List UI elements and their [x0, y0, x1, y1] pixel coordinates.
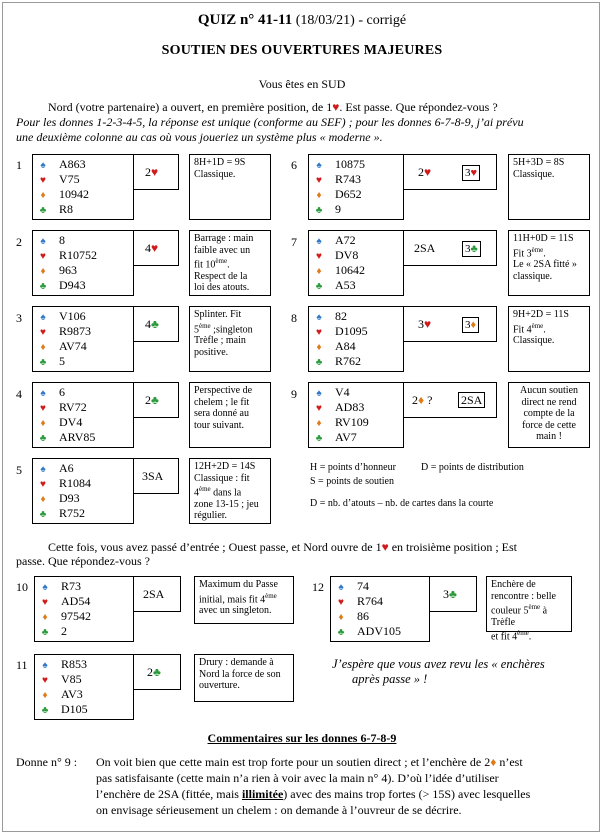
heart-icon: ♥ — [316, 327, 322, 338]
heart-icon: ♥ — [381, 540, 389, 554]
bid-answer: 4♥ — [145, 241, 159, 255]
spade-icon: ♠ — [40, 312, 46, 323]
club-icon: ♣ — [39, 357, 47, 368]
hand-box: ♠ 10875 ♥ R743 ♦ D652 ♣ 9 — [308, 154, 404, 220]
hand-box: ♠ R853 ♥ V85 ♦ AV3 ♣ D105 — [34, 654, 134, 720]
modern-bid: 2SA — [458, 392, 485, 408]
diamond-icon: ♦ — [338, 612, 344, 623]
commentary-line-3: l’enchère de 2SA (fittée, mais illimitée) avec des mains trop fortes (> 15S) avec lesquelles — [96, 787, 531, 801]
diamond-icon: ♦ — [316, 266, 322, 277]
spade-icon: ♠ — [316, 160, 322, 171]
hand-box: ♠ A72 ♥ DV8 ♦ 10642 ♣ A53 — [308, 230, 404, 296]
spade-icon: ♠ — [40, 388, 46, 399]
club-icon: ♣ — [39, 509, 47, 520]
club-icon: ♣ — [315, 281, 323, 292]
hand-box — [32, 154, 134, 220]
heart-icon: ♥ — [42, 597, 48, 608]
legend-d: D = points de distribution — [421, 462, 524, 473]
hand-box: ♠ 6 ♥ RV72 ♦ DV4 ♣ ARV85 — [32, 382, 134, 448]
heart-icon: ♥ — [424, 317, 432, 331]
commentary-line-1: On voit bien que cette main est trop forte pour un soutien direct ; et l’enchère de 2♦ n’est — [96, 755, 523, 769]
club-icon: ♣ — [153, 665, 161, 679]
spade-icon: ♠ — [40, 236, 46, 247]
club-icon: ♣ — [39, 281, 47, 292]
modern-bid: 3♥ — [462, 165, 480, 181]
heart-icon: ♥ — [40, 175, 46, 186]
commentary-title: Commentaires sur les donnes 6-7-8-9 — [207, 731, 397, 745]
bid-answer: 2♥ — [418, 165, 432, 179]
deal-number: 8 — [291, 311, 297, 325]
bid-answer: 3♣ — [443, 587, 457, 601]
commentary-line-4: on envisage sérieusement un chelem : on demande à l’ouvreur de se décrire. — [96, 803, 462, 817]
hand-box: ♠ A6 ♥ R1084 ♦ D93 ♣ R752 — [32, 458, 134, 524]
diamond-icon: ♦ — [316, 418, 322, 429]
diamond-icon: ♦ — [316, 190, 322, 201]
commentary-label: Donne n° 9 : — [16, 755, 78, 769]
hand-box: ♠ 8 ♥ R10752 ♦ 963 ♣ D943 — [32, 230, 134, 296]
bid-box — [133, 458, 179, 494]
bid-answer: 2SA — [143, 587, 165, 601]
bid-box — [403, 154, 497, 190]
club-icon: ♣ — [151, 317, 159, 331]
diamond-icon: ♦ — [42, 690, 48, 701]
diamond-icon: ♦ — [316, 342, 322, 353]
commentary-line-2: pas satisfaisante (cette main n’a rien à voir avec la main n° 4). D’où l’idée d’utiliser — [96, 771, 499, 785]
bid-box — [133, 576, 181, 612]
heart-icon: ♥ — [316, 403, 322, 414]
page-subtitle: SOUTIEN DES OUVERTURES MAJEURES — [161, 43, 443, 58]
hand-box: ♠ 82 ♥ D1095 ♦ A84 ♣ R762 — [308, 306, 404, 372]
heart-icon: ♥ — [424, 165, 432, 179]
club-icon: ♣ — [39, 205, 47, 216]
bid-answer: 4♣ — [145, 317, 159, 331]
intro-line-3: une deuxième colonne au cas où vous joueriez un système plus « moderne ». — [16, 130, 383, 144]
heart-icon: ♥ — [40, 251, 46, 262]
deal-number: 11 — [16, 658, 28, 672]
hand-box: ♠ V4 ♥ AD83 ♦ RV109 ♣ AV7 — [308, 382, 404, 448]
club-icon: ♣ — [151, 393, 159, 407]
comment-box: Maximum du Passe initial, mais fit 4ème avec un singleton. — [194, 576, 294, 624]
spade-icon: ♠ — [338, 582, 344, 593]
deal-number: 10 — [16, 580, 28, 594]
club-icon: ♣ — [315, 357, 323, 368]
comment-box: 9H+2D = 11S Fit 4ème. Classique. — [508, 306, 590, 372]
club-icon: ♣ — [470, 243, 478, 255]
bid-box — [403, 306, 497, 342]
diamond-icon: ♦ — [40, 494, 46, 505]
heart-icon: ♥ — [40, 327, 46, 338]
spade-icon: ♠ — [42, 582, 48, 593]
comment-box: 8H+1D = 9S Classique. — [189, 154, 271, 220]
heart-icon: ♥ — [151, 165, 159, 179]
heart-icon: ♥ — [338, 597, 344, 608]
modern-bid: 3♦ — [462, 317, 479, 333]
heart-icon: ♥ — [332, 100, 340, 114]
bid-box — [403, 382, 497, 418]
diamond-icon: ♦ — [418, 393, 425, 407]
club-icon: ♣ — [41, 705, 49, 716]
bid-answer: 3SA — [142, 469, 164, 483]
bid-box — [429, 576, 477, 612]
legend-h: H = points d’honneur — [310, 462, 396, 473]
hand-box: ♠ R73 ♥ AD54 ♦ 97542 ♣ 2 — [34, 576, 134, 642]
intro-line-1: Nord (votre partenaire) a ouvert, en première position, de 1♥. Est passe. Que répondez-vous ? — [48, 100, 498, 114]
bid-box — [133, 306, 179, 342]
deal-number: 6 — [291, 158, 297, 172]
diamond-cards: 10942 — [59, 187, 89, 201]
deal-number: 9 — [291, 387, 297, 401]
bid-box — [133, 230, 179, 266]
hand-box: ♠ 74 ♥ R764 ♦ 86 ♣ ADV105 — [330, 576, 430, 642]
comment-box: Aucun soutien direct ne rend compte de la force de cette main ! — [508, 382, 590, 448]
diamond-icon: ♦ — [40, 418, 46, 429]
bid-box — [403, 230, 497, 266]
heart-icon: ♥ — [470, 167, 478, 179]
club-icon: ♣ — [41, 627, 49, 638]
deal-number: 7 — [291, 235, 297, 249]
deal-number: 1 — [16, 158, 22, 172]
spade-icon: ♠ — [316, 312, 322, 323]
spade-icon: ♠ — [40, 464, 46, 475]
bid-answer: 2♦ ? — [412, 393, 433, 407]
remark-line-1: J’espère que vous avez revu les « enchères — [332, 657, 545, 671]
hand-box: ♠ V106 ♥ R9873 ♦ AV74 ♣ 5 — [32, 306, 134, 372]
club-icon: ♣ — [39, 433, 47, 444]
remark-line-2: après passe » ! — [352, 672, 428, 686]
legend-s: S = points de soutien — [310, 476, 394, 487]
club-cards: R8 — [59, 202, 74, 216]
bid-answer: 3♥ — [418, 317, 432, 331]
part2-line-1: Cette fois, vous avez passé d’entrée ; Ouest passe, et Nord ouvre de 1♥ en troisième position ; Est — [48, 540, 518, 554]
club-icon: ♣ — [337, 627, 345, 638]
diamond-icon: ♦ — [470, 319, 477, 331]
diamond-icon: ♦ — [490, 755, 497, 769]
comment-box: Perspective de chelem ; le fit sera donné au tour suivant. — [189, 382, 271, 448]
deal-number: 4 — [16, 387, 22, 401]
heart-icon: ♥ — [316, 251, 322, 262]
comment-box: 5H+3D = 8S Classique. — [508, 154, 590, 220]
heart-icon: ♥ — [40, 479, 46, 490]
heart-icon: ♥ — [42, 675, 48, 686]
heart-icon: ♥ — [151, 241, 159, 255]
spade-icon: ♠ — [42, 660, 48, 671]
comment-box: 12H+2D = 14S Classique : fit 4ème dans la zone 13-15 ; jeu régulier. — [189, 458, 271, 524]
deal-number: 2 — [16, 235, 22, 249]
heart-icon: ♥ — [40, 403, 46, 414]
intro-line-2: Pour les donnes 1-2-3-4-5, la réponse est unique (conforme au SEF) ; pour les donnes 6-7-8-9, j’ai prévu — [16, 115, 524, 129]
diamond-icon: ♦ — [42, 612, 48, 623]
club-icon: ♣ — [315, 205, 323, 216]
bid-answer: 2SA — [414, 241, 436, 255]
page-title — [0, 12, 604, 29]
bid-answer: 2♣ — [145, 393, 159, 407]
deal-number: 5 — [16, 463, 22, 477]
spade-icon: ♠ — [40, 160, 46, 171]
seat-position: Vous êtes en SUD — [258, 77, 346, 91]
deal-number: 12 — [312, 580, 324, 594]
bid-answer: 2♣ — [147, 665, 161, 679]
diamond-icon: ♦ — [40, 342, 46, 353]
legend-dd: D = nb. d’atouts – nb. de cartes dans la courte — [310, 498, 494, 509]
comment-box: Splinter. Fit 5ème ;singleton Trèfle ; main positive. — [189, 306, 271, 372]
comment-box: 11H+0D = 11S Fit 3ème. Le « 2SA fitté » classique. — [508, 230, 590, 296]
diamond-icon: ♦ — [40, 266, 46, 277]
bid-box — [133, 654, 181, 690]
bid-box — [133, 154, 179, 190]
bid-answer: 2♥ — [145, 165, 159, 179]
heart-icon: ♥ — [316, 175, 322, 186]
deal-number: 3 — [16, 311, 22, 325]
club-icon: ♣ — [315, 433, 323, 444]
heart-cards: V75 — [59, 172, 80, 186]
spade-icon: ♠ — [316, 388, 322, 399]
part2-line-2: passe. Que répondez-vous ? — [16, 554, 150, 568]
diamond-icon: ♦ — [40, 190, 46, 201]
bid-box — [133, 382, 179, 418]
spade-icon: ♠ — [316, 236, 322, 247]
comment-box: Enchère de rencontre : belle couleur 5ème à Trèfle et fit 4ème. — [486, 576, 572, 632]
club-icon: ♣ — [449, 587, 457, 601]
spade-cards: A863 — [59, 157, 86, 171]
quiz-number: QUIZ n° 41-11 — [197, 12, 293, 28]
modern-bid: 3♣ — [462, 241, 481, 257]
quiz-date: (18/03/21) - corrigé — [295, 13, 407, 28]
comment-box: Barrage : main faible avec un fit 10ème. Respect de la loi des atouts. — [189, 230, 271, 296]
comment-box: Drury : demande à Nord la force de son ouverture. — [194, 654, 294, 702]
